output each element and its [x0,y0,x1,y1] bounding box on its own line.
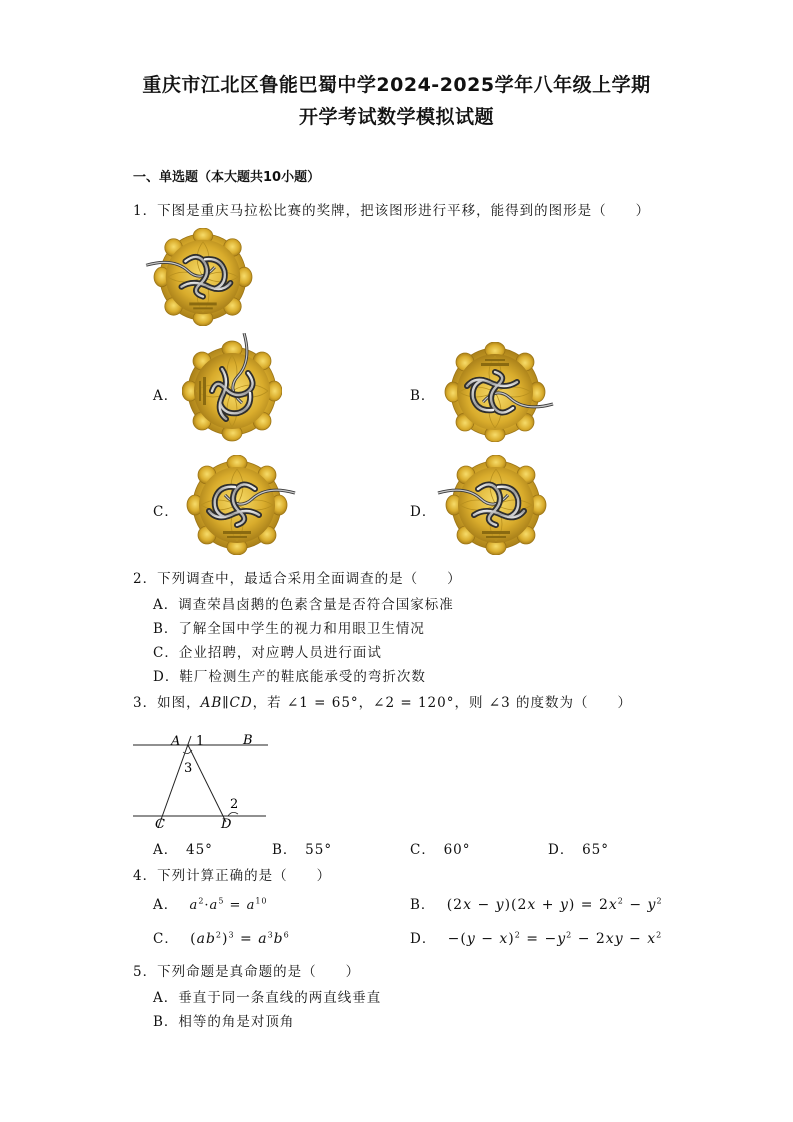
question-5-stem: 5．下列命题是真命题的是（ ） [133,964,361,980]
page-subtitle: 开学考试数学模拟试题 [298,106,494,128]
q3-label-a: A [171,734,181,749]
q4-option-b-label: B． [410,897,436,913]
medal-original-image [133,228,273,326]
q3-parallel-statement: AB∥CD [200,695,253,711]
q3-label-angle-1: 1 [196,734,205,749]
q1-option-b-image[interactable] [430,342,560,442]
q3-stem-prefix: 3．如图， [133,695,201,711]
q3-label-angle-3: 3 [184,761,193,776]
q5-option-a[interactable]: A．垂直于同一条直线的两直线垂直 [153,990,382,1006]
q4-option-d[interactable] [410,927,662,947]
q2-option-a[interactable]: A．调查荣昌卤鹅的色素含量是否符合国家标准 [153,597,454,613]
q1-option-d-image[interactable] [430,455,562,555]
q4-option-c[interactable] [153,927,290,947]
q1-option-c-image[interactable] [172,455,302,555]
q4-option-b[interactable] [410,893,663,913]
q4-option-a-label: A． [153,897,179,913]
q2-option-c[interactable]: C．企业招聘，对应聘人员进行面试 [153,645,382,661]
q3-stem-rest: ，若 ∠1 = 65°，∠2 = 120°，则 ∠3 的度数为（ ） [252,695,632,711]
question-2-stem: 2．下列调查中，最适合采用全面调查的是（ ） [133,571,462,587]
q3-option-b[interactable]: B． 55° [272,842,333,858]
q4-option-a-formula: $a^2\cdot a^5 = a^{10}$ [189,896,268,913]
question-3-stem [133,691,632,711]
q1-option-c-label[interactable]: C． [153,504,179,520]
question-1-stem: 1．下图是重庆马拉松比赛的奖牌，把该图形进行平移，能得到的图形是（ ） [133,203,651,219]
q4-option-c-formula: $(ab^2)^3 = a^3b^6$ [190,930,290,947]
q4-option-d-label: D． [410,931,437,947]
q4-option-c-label: C． [153,931,179,947]
q1-option-a-image[interactable] [172,333,292,449]
q3-label-c: C [155,817,165,832]
q3-label-b: B [243,733,253,748]
question-4-stem: 4．下列计算正确的是（ ） [133,868,332,884]
q3-option-c[interactable]: C． 60° [410,842,471,858]
q5-option-b[interactable]: B．相等的角是对顶角 [153,1014,295,1030]
q1-option-d-label[interactable]: D． [410,504,437,520]
q1-option-a-label[interactable]: A． [153,388,179,404]
q3-option-d[interactable]: D． 65° [548,842,610,858]
q1-option-b-label[interactable]: B． [410,388,436,404]
q3-geometry-figure [128,728,273,833]
section-heading: 一、单选题（本大题共10小题） [133,170,321,185]
q2-option-b[interactable]: B．了解全国中学生的视力和用眼卫生情况 [153,621,425,637]
q4-option-d-formula: $-(y - x)^2 = -y^2 - 2xy - x^2$ [447,930,663,947]
q4-option-a[interactable] [153,893,268,913]
q3-option-a[interactable]: A． 45° [153,842,213,858]
q4-option-b-formula: $(2x - y)(2x + y) = 2x^2 - y^2$ [446,896,663,913]
q3-label-angle-2: 2 [230,797,239,812]
q2-option-d[interactable]: D．鞋厂检测生产的鞋底能承受的弯折次数 [153,669,426,685]
page-title: 重庆市江北区鲁能巴蜀中学2024-2025学年八年级上学期 [142,74,651,96]
q3-label-d: D [221,817,232,832]
